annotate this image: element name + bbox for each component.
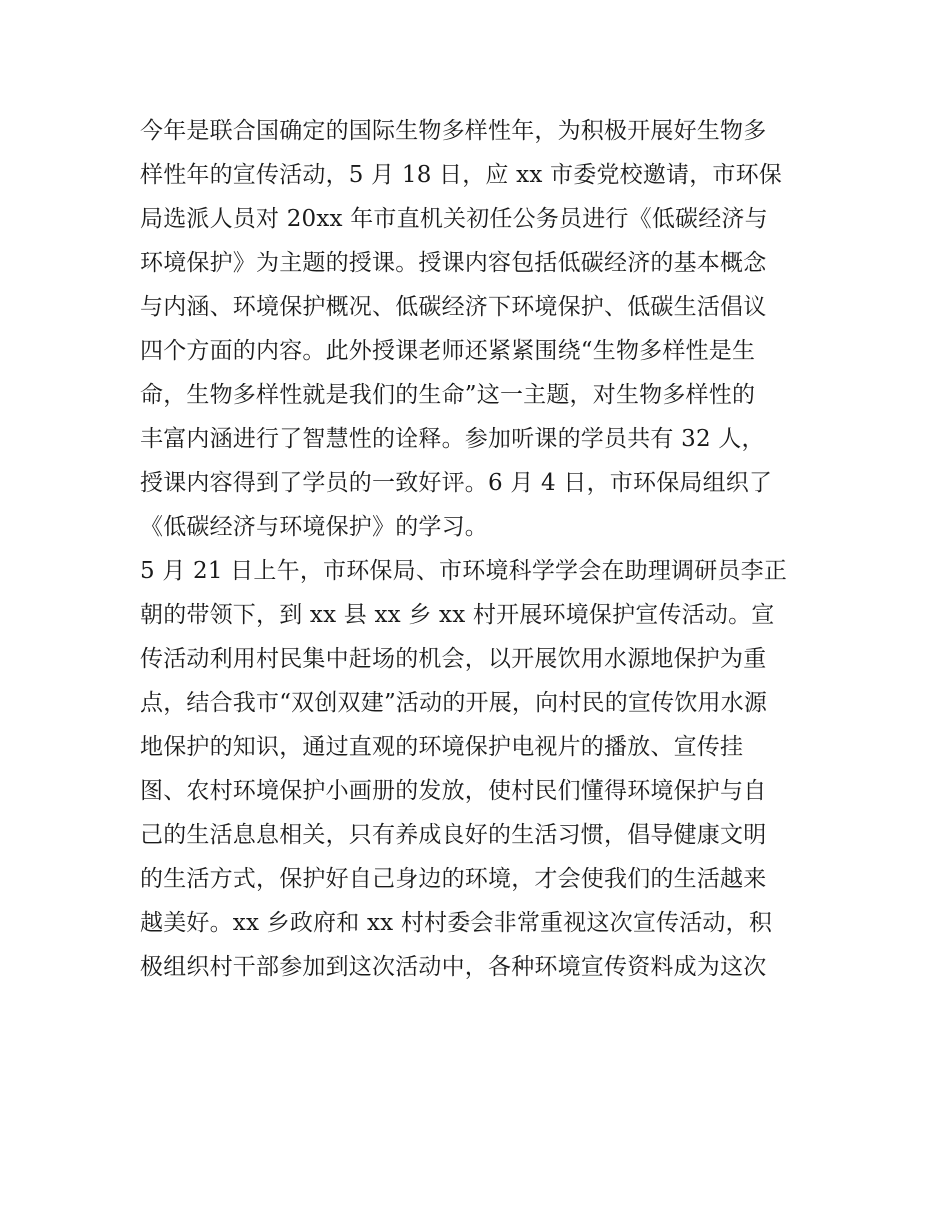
paragraph-2-line-3: 传活动利用村民集中赶场的机会，以开展饮用水源地保护为重 bbox=[140, 646, 767, 672]
paragraph-2-line-4: 点，结合我市“双创双建”活动的开展，向村民的宣传饮用水源 bbox=[140, 690, 768, 716]
paragraph-1-line-6: 四个方面的内容。此外授课老师还紧紧围绕“生物多样性是生 bbox=[140, 338, 756, 364]
paragraph-2-line-10: 极组织村干部参加到这次活动中，各种环境宣传资料成为这次 bbox=[140, 954, 767, 980]
paragraph-1-line-10: 《低碳经济与环境保护》的学习。 bbox=[140, 514, 488, 540]
paragraph-1-line-5: 与内涵、环境保护概况、低碳经济下环境保护、低碳生活倡议 bbox=[140, 294, 767, 320]
paragraph-2-line-9: 越美好。xx 乡政府和 xx 村村委会非常重视这次宣传活动，积 bbox=[140, 910, 773, 936]
paragraph-1-line-1: 今年是联合国确定的国际生物多样性年，为积极开展好生物多 bbox=[140, 118, 767, 144]
paragraph-1-line-9: 授课内容得到了学员的一致好评。6 月 4 日，市环保局组织了 bbox=[140, 470, 773, 496]
paragraph-2-line-5: 地保护的知识，通过直观的环境保护电视片的播放、宣传挂 bbox=[140, 734, 744, 760]
paragraph-1-line-7: 命，生物多样性就是我们的生命”这一主题，对生物多样性的 bbox=[140, 382, 756, 408]
paragraph-1-line-2: 样性年的宣传活动，5 月 18 日，应 xx 市委党校邀请，市环保 bbox=[140, 162, 782, 188]
paragraph-2-line-6: 图、农村环境保护小画册的发放，使村民们懂得环境保护与自 bbox=[140, 778, 767, 804]
paragraph-1-line-8: 丰富内涵进行了智慧性的诠释。参加听课的学员共有 32 人， bbox=[140, 426, 765, 452]
paragraph-1-line-4: 环境保护》为主题的授课。授课内容包括低碳经济的基本概念 bbox=[140, 250, 767, 276]
paragraph-2-line-1: 5 月 21 日上午，市环保局、市环境科学学会在助理调研员李正 bbox=[140, 558, 788, 584]
paragraph-2-line-2: 朝的带领下，到 xx 县 xx 乡 xx 村开展环境保护宣传活动。宣 bbox=[140, 602, 775, 628]
paragraph-2-line-8: 的生活方式，保护好自己身边的环境，才会使我们的生活越来 bbox=[140, 866, 767, 892]
paragraph-1-line-3: 局选派人员对 20xx 年市直机关初任公务员进行《低碳经济与 bbox=[140, 206, 768, 232]
paragraph-2-line-7: 己的生活息息相关，只有养成良好的生活习惯，倡导健康文明 bbox=[140, 822, 767, 848]
